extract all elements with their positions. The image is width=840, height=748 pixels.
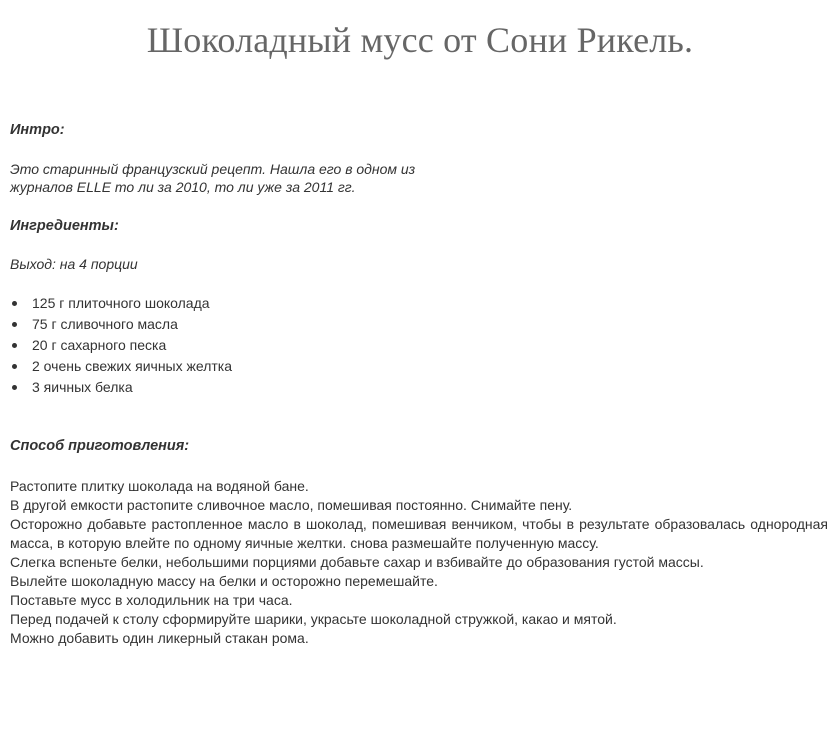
bullet-icon <box>12 343 17 348</box>
bullet-icon <box>12 385 17 390</box>
bullet-icon <box>12 301 17 306</box>
intro-text-line-1: Это старинный французский рецепт. Нашла его в одном из <box>10 161 416 177</box>
ingredient-item <box>10 314 828 335</box>
ingredient-item <box>10 356 828 377</box>
method-step: В другой емкости растопите сливочное масло, помешивая постоянно. Снимайте пену. <box>10 497 573 513</box>
method-step: Можно добавить один ликерный стакан рома. <box>10 630 309 646</box>
recipe-content <box>10 117 828 648</box>
ingredients-heading: Ингредиенты: <box>10 218 119 234</box>
method-step: Слегка вспеньте белки, небольшими порциями добавьте сахар и взбивайте до образования густой массы. <box>10 554 704 570</box>
ingredients-list <box>10 293 828 398</box>
ingredient-item <box>10 377 828 398</box>
method-step: Вылейте шоколадную массу на белки и осторожно перемешайте. <box>10 573 438 589</box>
intro-text-line-2: журналов ELLE то ли за 2010, то ли уже за 2011 гг. <box>10 179 356 195</box>
method-step: Поставьте мусс в холодильник на три часа. <box>10 592 293 608</box>
intro-heading: Интро: <box>10 122 65 138</box>
method-heading: Способ приготовления: <box>10 438 190 454</box>
ingredient-item <box>10 335 828 356</box>
bullet-icon <box>12 322 17 327</box>
intro-text <box>10 160 540 196</box>
ingredient-text: 20 г сахарного песка <box>32 337 167 353</box>
ingredient-text: 2 очень свежих яичных желтка <box>32 358 232 374</box>
page-title: Шоколадный мусс от Сони Рикель. <box>146 20 694 60</box>
ingredient-text: 3 яичных белка <box>32 379 133 395</box>
ingredient-item <box>10 293 828 314</box>
method-steps <box>10 477 828 648</box>
ingredient-text: 125 г плиточного шоколада <box>32 295 210 311</box>
ingredient-text: 75 г сливочного масла <box>32 316 178 332</box>
method-step: Осторожно добавьте растопленное масло в шоколад, помешивая венчиком, чтобы в результате образовалась однородная масса, в которую влейте по одному яичные желтки. снова размешайте полученную массу. <box>10 516 828 551</box>
bullet-icon <box>12 364 17 369</box>
yield-text: Выход: на 4 порции <box>10 256 138 272</box>
method-step: Растопите плитку шоколада на водяной бане. <box>10 478 309 494</box>
method-step: Перед подачей к столу сформируйте шарики, украсьте шоколадной стружкой, какао и мятой. <box>10 611 617 627</box>
